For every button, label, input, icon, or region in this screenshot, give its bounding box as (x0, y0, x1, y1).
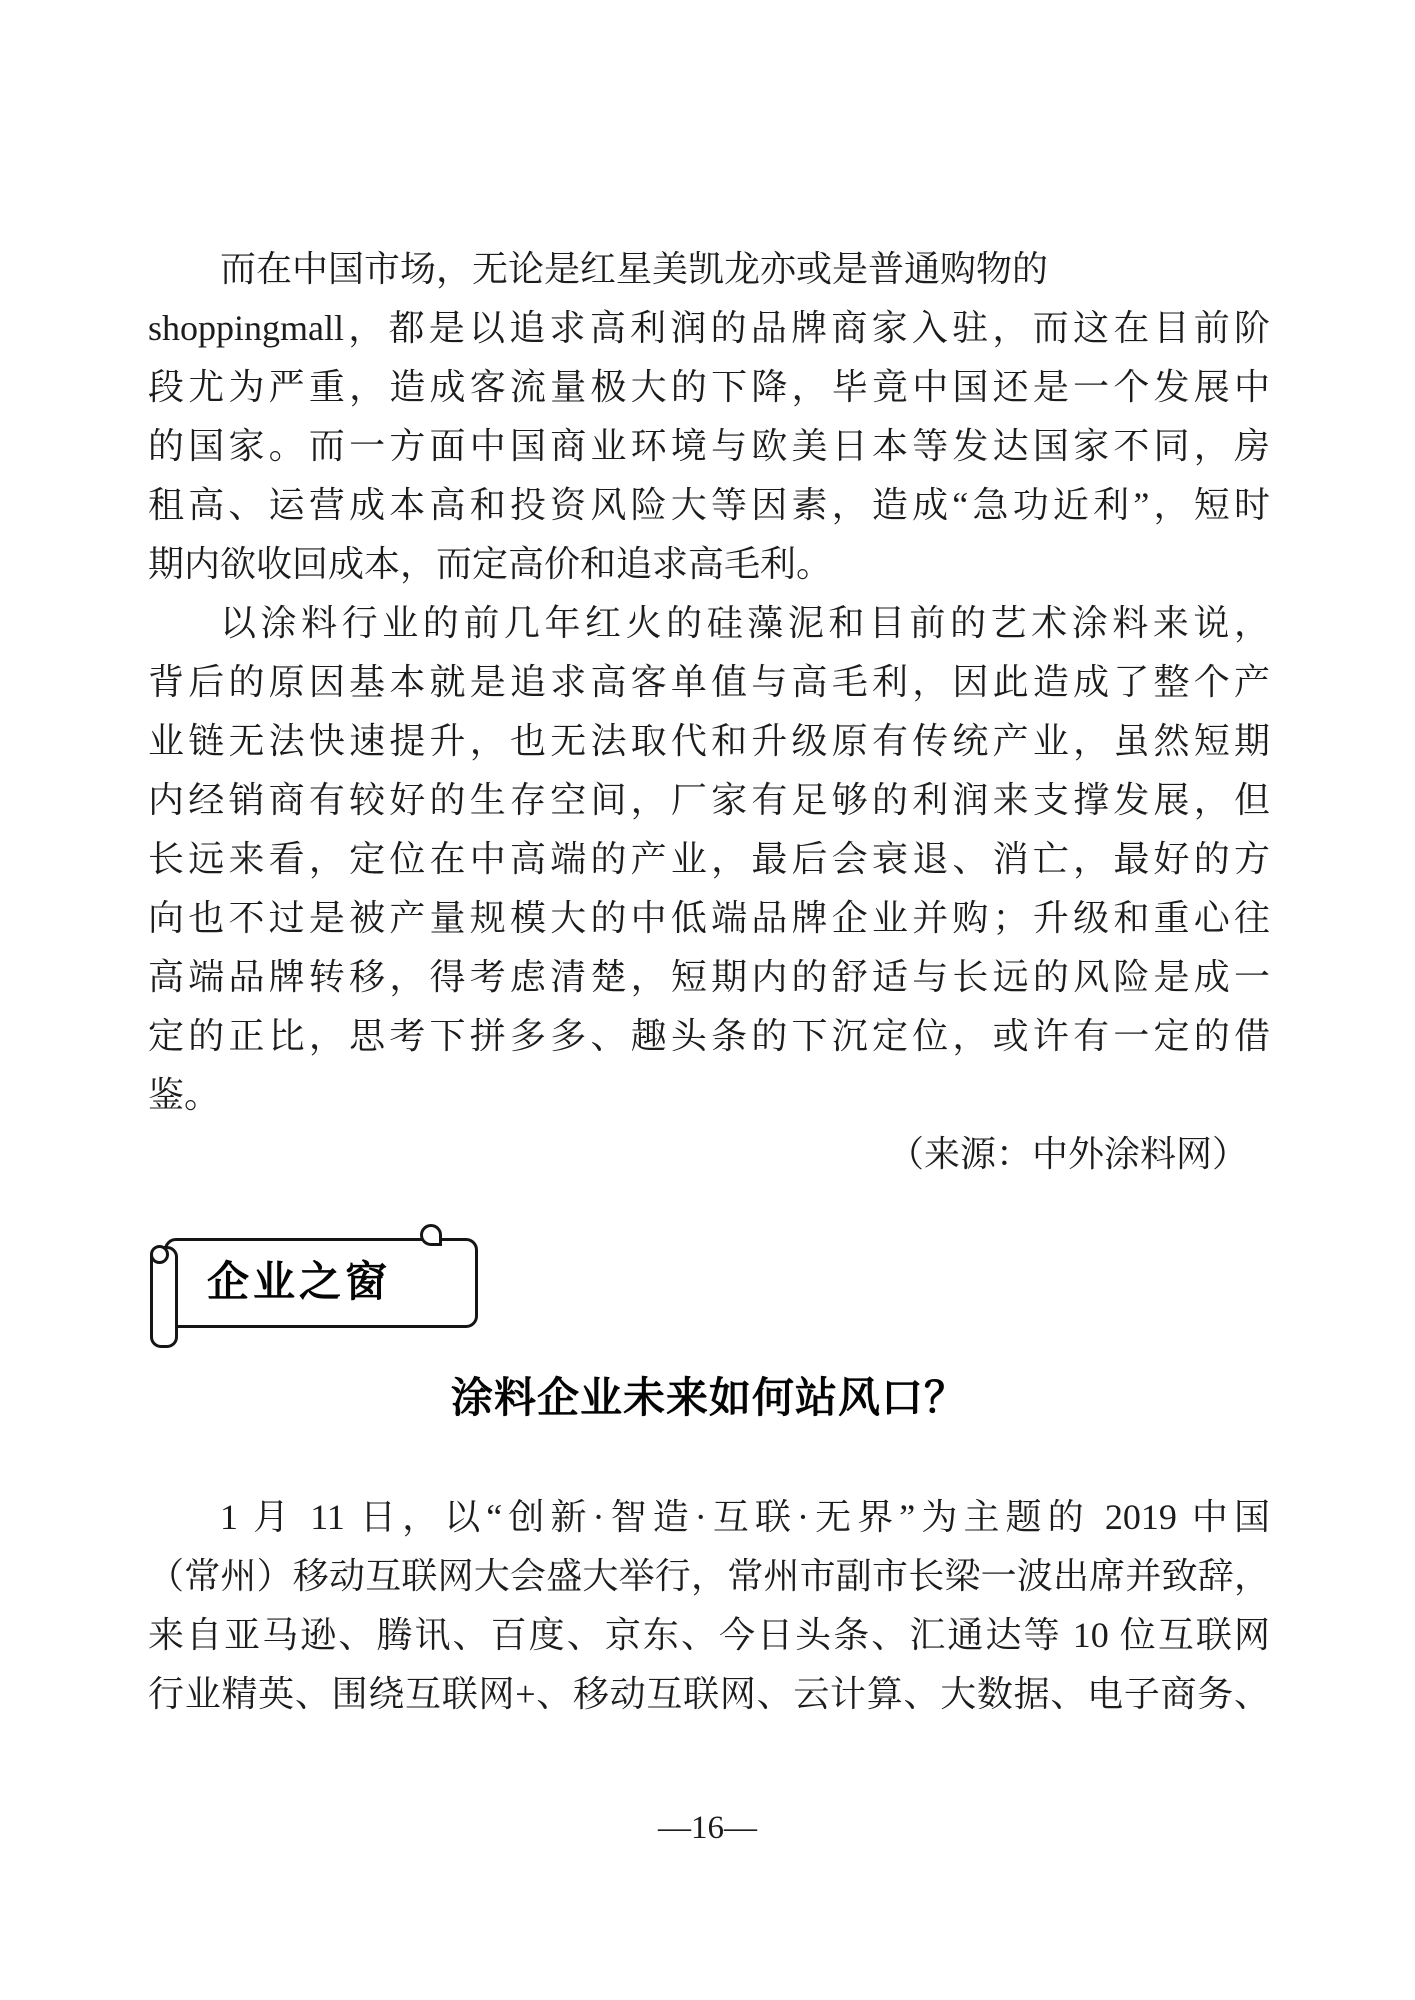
paragraph-coatings-industry (148, 594, 1270, 1125)
body-line: （常州）移动互联网大会盛大举行，常州市副市长梁一波出席并致辞， (148, 1556, 1270, 1596)
body-line: 的国家。而一方面中国商业环境与欧美日本等发达国家不同，房 (148, 426, 1270, 466)
body-line: 定的正比，思考下拼多多、趣头条的下沉定位，或许有一定的借 (148, 1016, 1270, 1056)
body-line: 高端品牌转移，得考虑清楚，短期内的舒适与长远的风险是成一 (148, 957, 1270, 997)
body-line: 内经销商有较好的生存空间，厂家有足够的利润来支撑发展，但 (148, 780, 1270, 820)
article-title: 涂料企业未来如何站风口？ (450, 1376, 967, 1422)
body-line: 长远来看，定位在中高端的产业，最后会衰退、消亡，最好的方 (148, 839, 1270, 879)
body-line: 以涂料行业的前几年红火的硅藻泥和目前的艺术涂料来说， (220, 603, 1270, 643)
body-line: 租高、运营成本高和投资风险大等因素，造成“急功近利”，短时 (148, 485, 1270, 525)
source-attribution: （来源：中外涂料网） (887, 1134, 1248, 1174)
body-line: shoppingmall，都是以追求高利润的品牌商家入驻，而这在目前阶 (148, 308, 1270, 348)
scroll-curl-icon (420, 1224, 442, 1246)
body-line: 来自亚马逊、腾讯、百度、京东、今日头条、汇通达等 10 位互联网 (148, 1615, 1270, 1655)
body-line: 期内欲收回成本，而定高价和追求高毛利。 (148, 544, 833, 584)
main-text-block (148, 240, 1270, 1184)
body-line: 段尤为严重，造成客流量极大的下降，毕竟中国还是一个发展中 (148, 367, 1270, 407)
article-text-block (148, 1488, 1270, 1724)
page-number: —16— (658, 1810, 757, 1846)
banner-scroll-body (164, 1238, 478, 1328)
body-line: 行业精英、围绕互联网+、移动互联网、云计算、大数据、电子商务、 (148, 1674, 1270, 1714)
body-line: 鉴。 (148, 1075, 221, 1115)
body-line: 而在中国市场，无论是红星美凯龙亦或是普通购物的 (220, 249, 1049, 289)
body-line: 1 月 11 日，以“创新·智造·互联·无界”为主题的 2019 中国 (220, 1497, 1270, 1537)
paragraph-conference (148, 1488, 1270, 1724)
paragraph-market (148, 240, 1270, 594)
section-banner (150, 1232, 460, 1350)
scroll-roll-icon (150, 1246, 178, 1348)
body-line: 背后的原因基本就是追求高客单值与高毛利，因此造成了整个产 (148, 662, 1270, 702)
body-line: 业链无法快速提升，也无法取代和升级原有传统产业，虽然短期 (148, 721, 1270, 761)
section-banner-label: 企业之窗 (207, 1260, 392, 1306)
body-line: 向也不过是被产量规模大的中低端品牌企业并购；升级和重心往 (148, 898, 1270, 938)
